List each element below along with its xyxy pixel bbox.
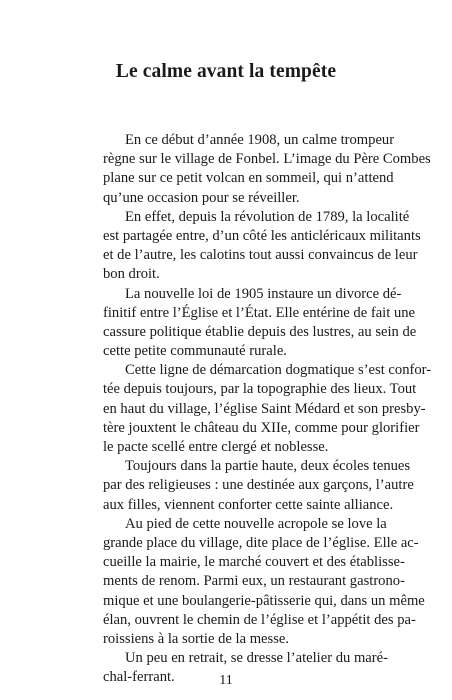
text-line: élan, ouvrent le chemin de l’église et l’appétit des pa-: [103, 611, 416, 628]
text-line: est partagée entre, d’un côté les anticléricaux militants: [103, 227, 421, 244]
text-line: Un peu en retrait, se dresse l’atelier du maré-: [125, 650, 388, 667]
text-line: cueille la mairie, le marché couvert et des établisse-: [103, 554, 405, 571]
text-line: ments de renom. Parmi eux, un restaurant gastrono-: [103, 573, 405, 590]
text-line: aux filles, viennent conforter cette sainte alliance.: [103, 496, 394, 513]
paragraph: [81, 208, 421, 285]
text-line: le pacte scellé entre clergé et noblesse.: [103, 439, 329, 455]
text-line: bon droit.: [103, 266, 160, 283]
body-text: [81, 131, 432, 687]
text-line: mique et une boulangerie-pâtisserie qui, dans un même: [103, 592, 425, 609]
text-line: grande place du village, dite place de l’église. Elle ac-: [103, 534, 419, 551]
paragraph: [81, 361, 432, 457]
text-line: par des religieuses : une destinée aux garçons, l’autre: [103, 477, 414, 494]
text-line: finitif entre l’Église et l’État. Elle entérine de fait une: [103, 304, 416, 321]
text-line: Cette ligne de démarcation dogmatique s’est confor-: [125, 362, 432, 379]
paragraph: [81, 285, 417, 362]
page-number: 11: [219, 673, 233, 688]
paragraph: [81, 457, 414, 515]
text-line: En ce début d’année 1908, un calme trompeur: [125, 132, 395, 148]
text-line: roissiens à la sortie de la messe.: [103, 630, 290, 647]
text-line: cassure politique établie depuis des lustres, au sein de: [103, 323, 417, 340]
text-line: Toujours dans la partie haute, deux écoles tenues: [125, 458, 411, 475]
text-line: plane sur ce petit volcan en sommeil, qui n’attend: [103, 170, 394, 187]
text-line: chal-ferrant.: [103, 669, 175, 686]
text-line: En effet, depuis la révolution de 1789, la localité: [125, 208, 410, 225]
text-line: Au pied de cette nouvelle acropole se love la: [125, 515, 387, 532]
chapter-title: Le calme avant la tempête: [115, 61, 337, 82]
text-line: et de l’autre, les calotins tout aussi convaincus de leur: [103, 247, 418, 264]
text-line: règne sur le village de Fonbel. L’image du Père Combes: [103, 151, 431, 168]
text-line: tée depuis toujours, par la topographie des lieux. Tout: [103, 381, 417, 398]
text-line: en haut du village, l’église Saint Médard et son presby-: [103, 400, 426, 417]
text-line: tère jouxtent le château du XIIe, comme pour glorifier: [103, 419, 420, 436]
paragraph: [81, 131, 431, 208]
text-line: La nouvelle loi de 1905 instaure un divorce dé-: [125, 285, 402, 302]
text-line: qu’une occasion pour se réveiller.: [103, 189, 300, 206]
paragraph: [81, 515, 425, 649]
text-line: cette petite communauté rurale.: [103, 343, 287, 360]
